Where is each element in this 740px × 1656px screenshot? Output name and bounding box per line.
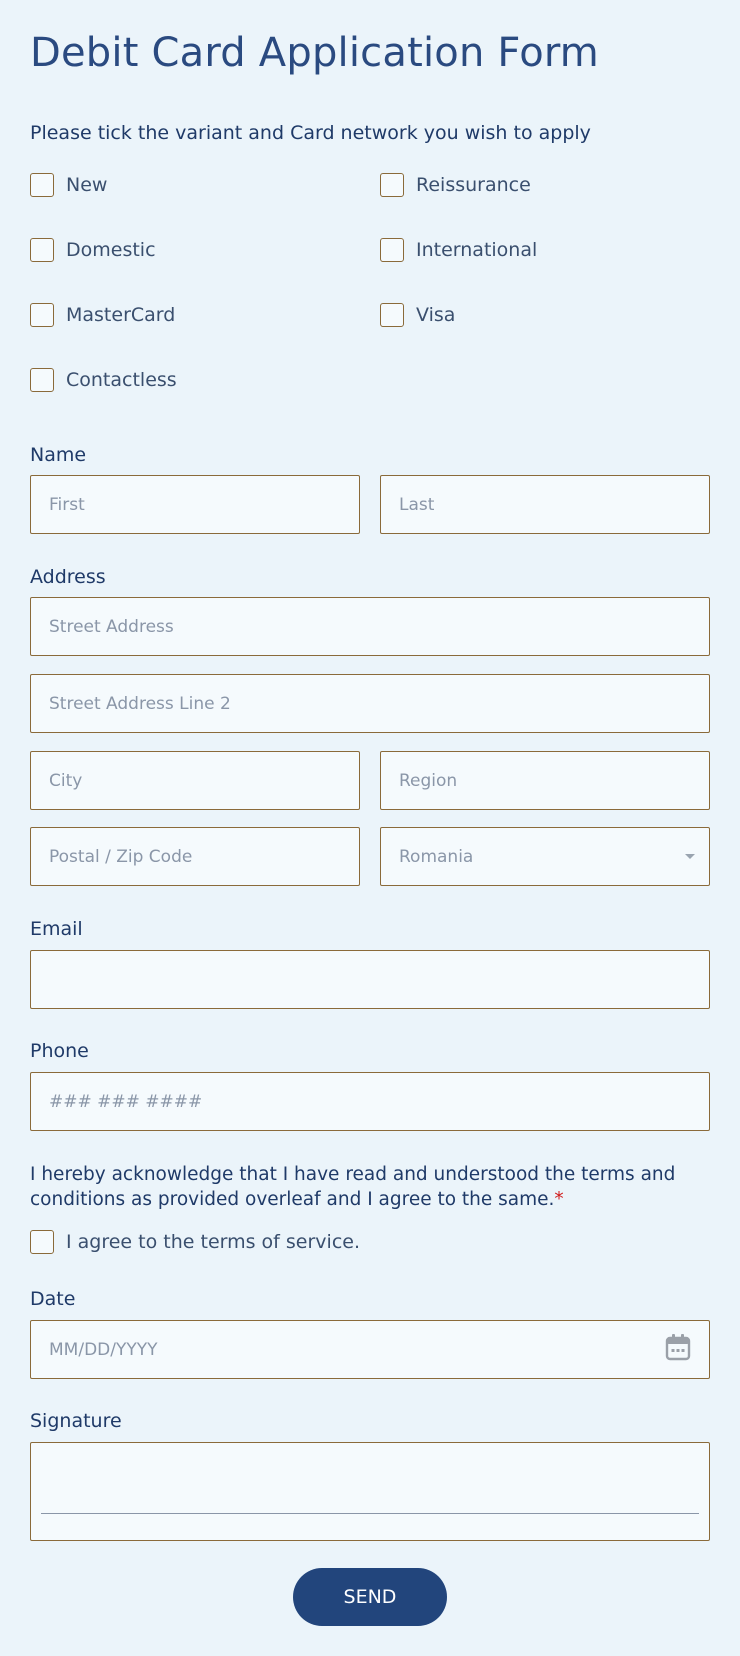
date-input[interactable] xyxy=(49,1340,657,1360)
street-address-2-input[interactable] xyxy=(49,694,691,714)
checkbox[interactable] xyxy=(30,173,54,197)
option-reissurance[interactable] xyxy=(380,173,531,197)
checkbox[interactable] xyxy=(380,303,404,327)
chevron-down-icon[interactable] xyxy=(685,854,695,859)
variant-question: Please tick the variant and Card network you wish to apply xyxy=(30,122,591,144)
name-label: Name xyxy=(30,444,87,466)
option-label: Contactless xyxy=(66,369,177,391)
region-field[interactable] xyxy=(380,751,710,810)
acknowledgement-text xyxy=(30,1162,720,1212)
option-domestic[interactable] xyxy=(30,238,156,262)
email-label: Email xyxy=(30,918,83,940)
city-field[interactable] xyxy=(30,751,360,810)
address-label: Address xyxy=(30,566,106,588)
checkbox[interactable] xyxy=(30,1230,54,1254)
last-name-field[interactable] xyxy=(380,475,710,534)
option-label: Reissurance xyxy=(416,174,531,196)
checkbox[interactable] xyxy=(380,238,404,262)
checkbox[interactable] xyxy=(380,173,404,197)
option-label: New xyxy=(66,174,108,196)
street-address-input[interactable] xyxy=(49,617,691,637)
option-new[interactable] xyxy=(30,173,107,197)
signature-label: Signature xyxy=(30,1410,122,1432)
date-label: Date xyxy=(30,1288,76,1310)
option-international[interactable] xyxy=(380,238,537,262)
last-name-input[interactable] xyxy=(399,495,691,515)
street-address-2-field[interactable] xyxy=(30,674,710,733)
required-marker: * xyxy=(554,1189,564,1210)
option-label: MasterCard xyxy=(66,304,176,326)
option-label: Domestic xyxy=(66,239,156,261)
email-input[interactable] xyxy=(49,970,691,990)
postal-code-field[interactable] xyxy=(30,827,360,886)
form-title: Debit Card Application Form xyxy=(30,30,599,76)
acknowledgement-body: I hereby acknowledge that I have read and understood the terms and conditions as provided overleaf and I agree to the same. xyxy=(30,1164,676,1210)
checkbox[interactable] xyxy=(30,238,54,262)
first-name-field[interactable] xyxy=(30,475,360,534)
phone-input[interactable] xyxy=(49,1092,691,1112)
signature-pad[interactable] xyxy=(30,1442,710,1541)
street-address-field[interactable] xyxy=(30,597,710,656)
region-input[interactable] xyxy=(399,771,691,791)
city-input[interactable] xyxy=(49,771,341,791)
option-label: International xyxy=(416,239,538,261)
checkbox[interactable] xyxy=(30,303,54,327)
postal-code-input[interactable] xyxy=(49,847,341,867)
phone-label: Phone xyxy=(30,1040,89,1062)
option-mastercard[interactable] xyxy=(30,303,175,327)
checkbox[interactable] xyxy=(30,368,54,392)
country-value: Romania xyxy=(399,846,474,867)
calendar-icon[interactable] xyxy=(665,1333,691,1366)
option-contactless[interactable] xyxy=(30,368,177,392)
email-field[interactable] xyxy=(30,950,710,1009)
agree-terms-option[interactable] xyxy=(30,1230,360,1254)
option-label: Visa xyxy=(416,304,456,326)
country-select[interactable] xyxy=(380,827,710,886)
date-field[interactable] xyxy=(30,1320,710,1379)
send-button[interactable]: SEND xyxy=(293,1568,447,1626)
agree-terms-label: I agree to the terms of service. xyxy=(66,1231,361,1253)
signature-baseline xyxy=(41,1513,699,1514)
phone-field[interactable] xyxy=(30,1072,710,1131)
option-visa[interactable] xyxy=(380,303,455,327)
first-name-input[interactable] xyxy=(49,495,341,515)
